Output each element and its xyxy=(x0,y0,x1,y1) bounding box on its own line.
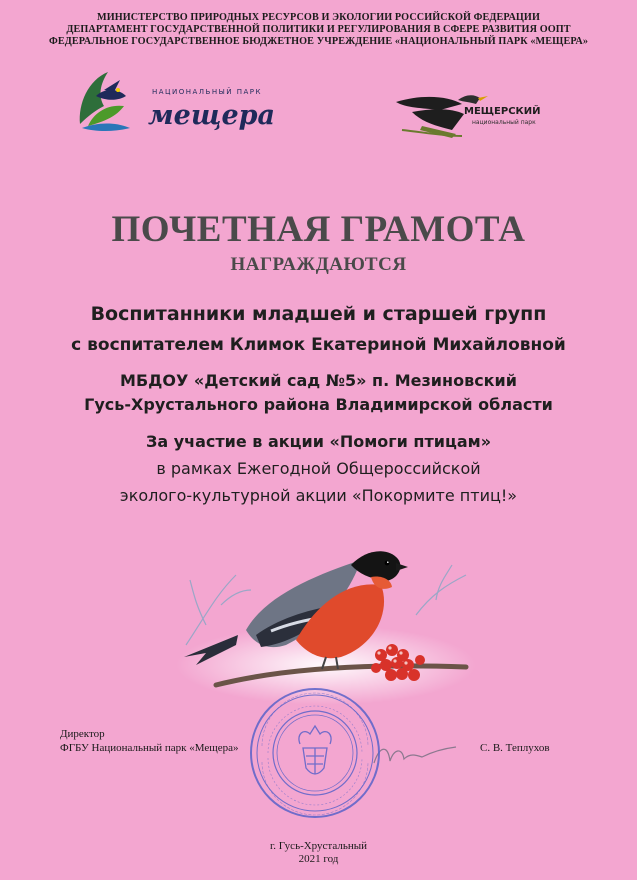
header-department: ДЕПАРТАМЕНТ ГОСУДАРСТВЕННОЙ ПОЛИТИКИ И РЕГУЛИРОВАНИЯ В СФЕРЕ РАЗВИТИЯ ООПТ xyxy=(66,24,571,35)
bullfinch-illustration xyxy=(176,535,486,710)
certificate-subtitle: НАГРАЖДАЮТСЯ xyxy=(230,254,407,275)
footer-year: 2021 год xyxy=(298,853,339,865)
event-line-1: За участие в акции «Помоги птицам» xyxy=(145,432,492,451)
event-line-2: в рамках Ежегодной Общероссийской xyxy=(156,459,481,478)
certificate-title: ПОЧЕТНАЯ ГРАМОТА xyxy=(111,209,526,250)
eagle-emblem-icon xyxy=(299,726,331,774)
recipients-line-2: с воспитателем Климок Екатериной Михайловной xyxy=(71,335,566,355)
meshcherskiy-park-logo xyxy=(392,86,552,142)
heron-emblem-icon xyxy=(80,72,130,131)
logo-right-small-text: национальный парк xyxy=(472,119,536,126)
footer-city: г. Гусь-Хрустальный xyxy=(269,840,368,852)
official-stamp xyxy=(248,686,382,820)
logo-right-big-text: МЕЩЕРСКИЙ xyxy=(464,106,541,117)
event-line-3: эколого-культурной акции «Покормите птиц!» xyxy=(119,486,518,505)
logo-left-small-text: НАЦИОНАЛЬНЫЙ ПАРК xyxy=(152,88,262,96)
handwritten-signature xyxy=(370,735,460,775)
header-institution: ФЕДЕРАЛЬНОЕ ГОСУДАРСТВЕННОЕ БЮДЖЕТНОЕ УЧРЕЖДЕНИЕ «НАЦИОНАЛЬНЫЙ ПАРК «МЕЩЕРА» xyxy=(48,36,589,47)
recipients-line-4: Гусь-Хрустального района Владимирской области xyxy=(84,395,553,414)
signer-name: С. В. Теплухов xyxy=(480,742,550,754)
recipients-line-3: МБДОУ «Детский сад №5» п. Мезиновский xyxy=(120,371,517,390)
signer-organization: ФГБУ Национальный парк «Мещера» xyxy=(60,742,239,754)
header-ministry: МИНИСТЕРСТВО ПРИРОДНЫХ РЕСУРСОВ И ЭКОЛОГИИ РОССИЙСКОЙ ФЕДЕРАЦИИ xyxy=(97,12,540,23)
meshchera-park-logo xyxy=(74,66,284,136)
signer-position: Директор xyxy=(60,728,105,740)
logo-left-big-text: мещера xyxy=(148,100,276,131)
recipients-line-1: Воспитанники младшей и старшей групп xyxy=(90,303,547,325)
